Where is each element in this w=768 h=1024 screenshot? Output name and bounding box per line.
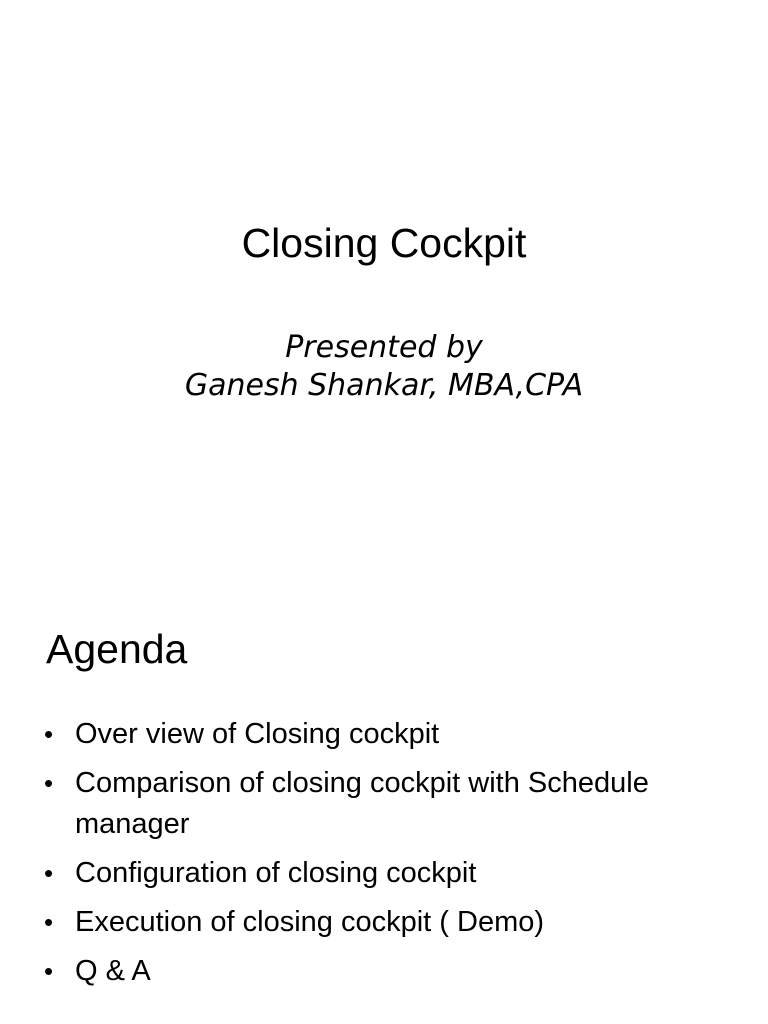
presenter-name: Ganesh Shankar, MBA,CPA [184, 368, 584, 403]
agenda-heading: Agenda [46, 626, 188, 672]
bullet-icon: • [44, 719, 54, 749]
bullet-icon: • [44, 858, 54, 888]
agenda-item [38, 763, 738, 845]
agenda-item-text: Comparison of closing cockpit with Schedule manager [75, 767, 649, 840]
agenda-item [38, 714, 738, 755]
bullet-icon: • [44, 768, 54, 798]
agenda-item-text: Over view of Closing cockpit [75, 718, 440, 750]
presenter-block [0, 330, 768, 406]
presenter-label: Presented by [285, 330, 483, 365]
agenda-item-text: Configuration of closing cockpit [75, 857, 477, 889]
agenda-item-text: Q & A [75, 955, 151, 987]
agenda-item [38, 853, 738, 894]
bullet-icon: • [44, 907, 54, 937]
agenda-item-text: Execution of closing cockpit ( Demo) [75, 906, 545, 938]
agenda-slide [0, 576, 768, 1024]
slide-title: Closing Cockpit [241, 220, 527, 266]
agenda-item [38, 951, 738, 992]
bullet-icon: • [44, 956, 54, 986]
agenda-item [38, 902, 738, 943]
agenda-list [38, 714, 738, 1000]
